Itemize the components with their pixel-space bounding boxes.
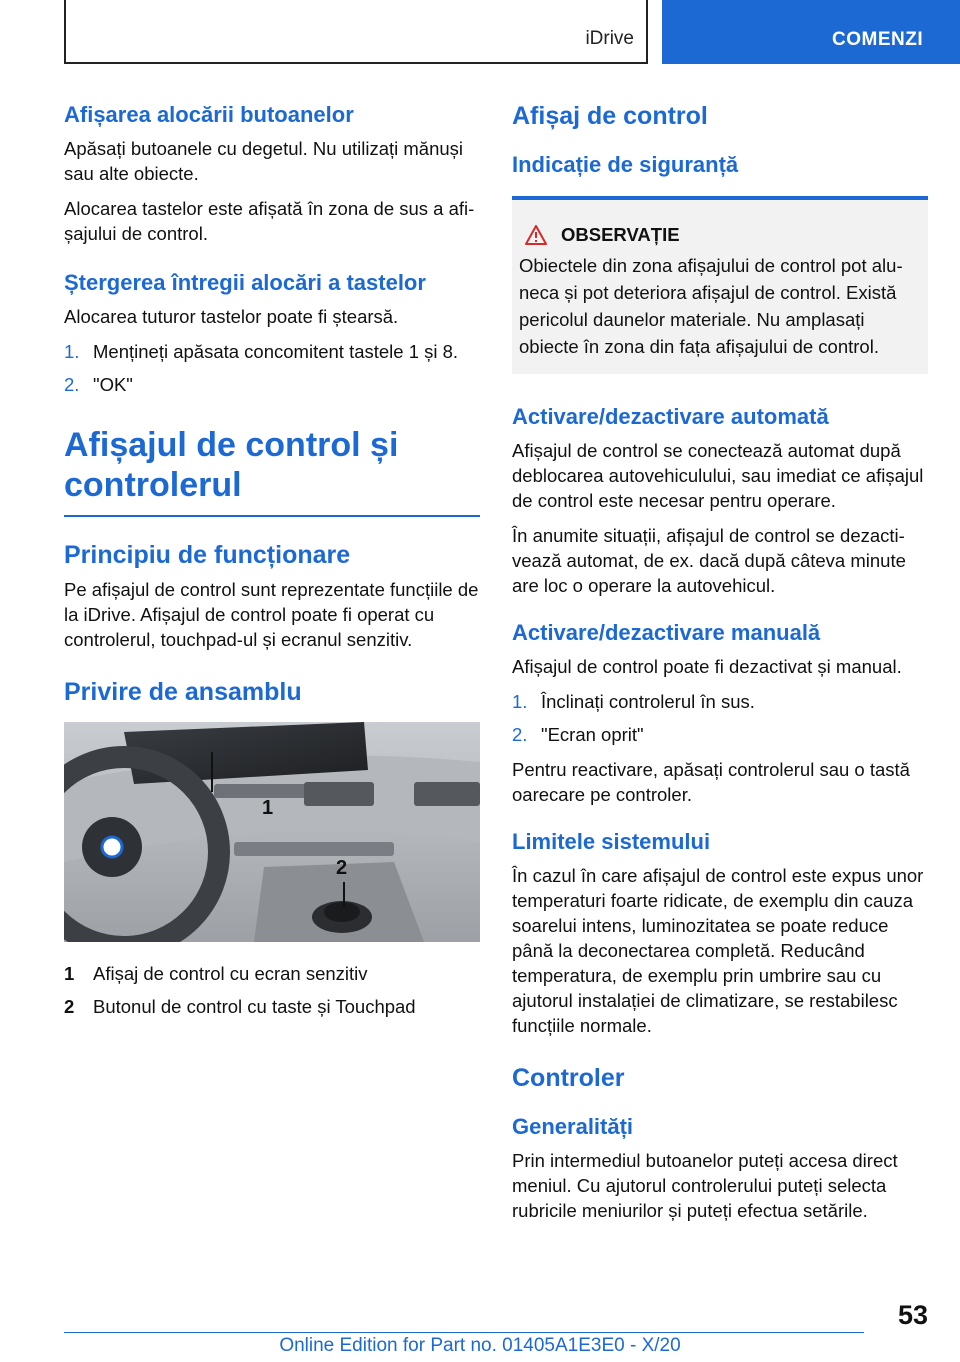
step-text: "OK" — [93, 374, 133, 395]
warning-triangle-icon — [525, 225, 547, 245]
para-alocare-2: Alocarea tastelor este afișată în zona de sus a afișajului de control. — [64, 198, 475, 244]
footer-edition: Online Edition for Part no. 01405A1E3E0 - X/20 — [279, 1335, 681, 1356]
heading-controler: Controler — [512, 1064, 625, 1092]
heading-afisajul-controlerul: Afișajul de control și controlerul — [64, 425, 480, 517]
figure-label-1: 1 — [262, 797, 274, 819]
right-column — [512, 100, 928, 1233]
para-automata-2: În anumite situații, afișajul de control se dezactivează automat, de ex. dacă după câteva minute are loc o operare la autovehicul. — [512, 525, 906, 596]
safety-notice — [512, 196, 928, 374]
para-principiu: Pe afișajul de control sunt reprezentate funcțiile de la iDrive. Afișajul de control poate fi operat cu controlerul, touchpad-ul și ecranul senzitiv. — [64, 579, 479, 650]
steps-stergere — [64, 339, 480, 397]
heading-manuala: Activare/dezactivare manuală — [512, 620, 821, 645]
para-generalitati: Prin intermediul butoanelor puteți accesa direct meniul. Cu ajutorul controlerului puteți selecta rubricile meniurilor și puteți efectua setările. — [512, 1150, 898, 1221]
left-column — [64, 100, 480, 1027]
heading-afisaj-control: Afișaj de control — [512, 102, 708, 130]
heading-alocare: Afișarea alocării butoanelor — [64, 102, 354, 127]
notice-title — [519, 224, 918, 246]
step-number: 2. — [512, 724, 528, 745]
figure-label-2: 2 — [336, 857, 348, 879]
legend-text: Afișaj de control cu ecran senzitiv — [93, 963, 368, 984]
list-item — [512, 689, 928, 714]
header-chapter-tab[interactable]: COMENZI — [662, 0, 960, 64]
step-number: 1. — [64, 341, 80, 362]
para-limite: În cazul în care afișajul de control este expus unor temperaturi foarte ridicate, de exemplu din cauza soarelui intens, luminozitatea se poate reduce până la deconectarea completă. Reducând temperatura, de exemplu prin umbrire sau cu ajutorul instalației de climatizare, se restabilesc funcțiile normale. — [512, 865, 924, 1036]
header-section: iDrive — [585, 28, 634, 49]
step-number: 1. — [512, 691, 528, 712]
bmw-logo-icon — [102, 837, 122, 857]
legend-item — [64, 961, 480, 986]
para-manuala: Afișajul de control poate fi dezactivat și manual. — [512, 656, 902, 677]
heading-principiu: Principiu de funcționare — [64, 541, 351, 569]
step-number: 2. — [64, 374, 80, 395]
heading-privire: Privire de ansamblu — [64, 678, 302, 706]
notice-title-text: OBSERVAȚIE — [561, 224, 680, 245]
heading-siguranta: Indicație de siguranță — [512, 152, 739, 177]
step-text: "Ecran oprit" — [541, 724, 644, 745]
heading-stergere: Ștergerea întregii alocări a tastelor — [64, 270, 426, 295]
legend-item — [64, 994, 480, 1019]
notice-text: Obiectele din zona afișajului de control pot aluneca și pot deteriora afișajul de control. Există pericolul daunelor materiale. Nu amplasați obiecte în zona din fața afișajului de control. — [519, 255, 903, 357]
page-number: 53 — [897, 1300, 928, 1330]
list-item — [64, 372, 480, 397]
para-alocare-1: Apăsați butoanele cu degetul. Nu utilizați mănuși sau alte obiecte. — [64, 138, 464, 184]
legend-number: 2 — [64, 996, 75, 1017]
step-text: Înclinați controlerul în sus. — [541, 691, 755, 712]
list-item — [64, 339, 480, 364]
header-box — [64, 0, 648, 64]
heading-limite: Limitele sistemului — [512, 829, 711, 854]
heading-automata: Activare/dezactivare automată — [512, 404, 829, 429]
legend-number: 1 — [64, 963, 75, 984]
para-automata-1: Afișajul de control se conectează automat după deblocarea autovehiculului, sau imediat ce afișajul de control este necesar pentru operare. — [512, 440, 924, 511]
dashboard-figure — [64, 722, 480, 942]
step-text: Mențineți apăsata concomitent tastele 1 și 8. — [93, 341, 459, 362]
para-reactivare: Pentru reactivare, apăsați controlerul sau o tastă oarecare pe controler. — [512, 759, 910, 805]
list-item — [512, 722, 928, 747]
para-stergere: Alocarea tuturor tastelor poate fi ștearsă. — [64, 306, 399, 327]
legend-text: Butonul de control cu taste și Touchpad — [93, 996, 416, 1017]
footer-divider — [64, 1332, 864, 1333]
heading-generalitati: Generalități — [512, 1114, 634, 1139]
steps-manuala — [512, 689, 928, 747]
